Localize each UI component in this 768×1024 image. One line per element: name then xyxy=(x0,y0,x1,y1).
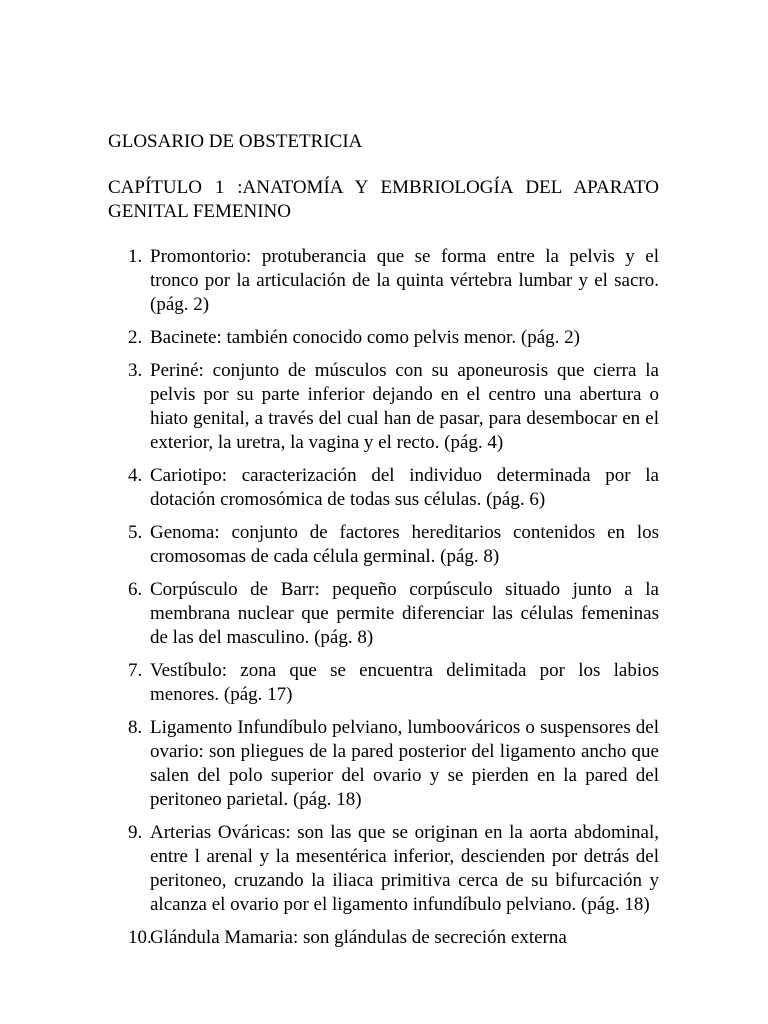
entry-text: Vestíbulo: zona que se encuentra delimitada por los labios menores. (pág. 17) xyxy=(150,660,659,705)
entry-number: 3. xyxy=(128,360,143,381)
entry-number: 1. xyxy=(128,246,143,267)
glossary-entry xyxy=(128,245,659,317)
glossary-entry xyxy=(128,926,659,950)
glossary-entry xyxy=(128,821,659,917)
chapter-title: CAPÍTULO 1 :ANATOMÍA Y EMBRIOLOGÍA DEL APARATO GENITAL FEMENINO xyxy=(108,177,659,222)
entry-number: 4. xyxy=(128,465,143,486)
entry-text: Promontorio: protuberancia que se forma entre la pelvis y el tronco por la articulación de la quinta vértebra lumbar y el sacro. (pág. 2) xyxy=(150,246,659,315)
entry-text: Cariotipo: caracterización del individuo determinada por la dotación cromosómica de todas sus células. (pág. 6) xyxy=(150,465,659,510)
entry-number: 8. xyxy=(128,717,143,738)
glossary-entry xyxy=(128,659,659,707)
glossary-entry xyxy=(128,359,659,455)
entry-text: Glándula Mamaria: son glándulas de secreción externa xyxy=(150,927,567,948)
glossary-entry xyxy=(128,521,659,569)
entry-text: Arterias Ováricas: son las que se originan en la aorta abdominal, entre l arenal y la mesentérica inferior, descienden por detrás del peritoneo, cruzando la iliaca primitiva cerca de su bifurcación y alcanza el ovario por el ligamento infundíbulo pelviano. (pág. 18) xyxy=(150,822,659,915)
glossary-entry xyxy=(128,578,659,650)
glossary-entry xyxy=(128,326,659,350)
glossary-entry xyxy=(128,716,659,812)
entry-number: 10. xyxy=(128,927,152,948)
entry-number: 7. xyxy=(128,660,143,681)
glossary-list xyxy=(128,245,659,959)
entry-text: Ligamento Infundíbulo pelviano, lumboováricos o suspensores del ovario: son pliegues de la pared posterior del ligamento ancho que salen del polo superior del ovario y se pierden en la pared del peritoneo parietal. (pág. 18) xyxy=(150,717,659,810)
entry-number: 9. xyxy=(128,822,143,843)
entry-text: Bacinete: también conocido como pelvis menor. (pág. 2) xyxy=(150,327,581,348)
entry-number: 5. xyxy=(128,522,143,543)
entry-text: Genoma: conjunto de factores hereditarios contenidos en los cromosomas de cada célula germinal. (pág. 8) xyxy=(150,522,659,567)
entry-number: 2. xyxy=(128,327,143,348)
entry-number: 6. xyxy=(128,579,143,600)
entry-text: Periné: conjunto de músculos con su aponeurosis que cierra la pelvis por su parte inferior dejando en el centro una abertura o hiato genital, a través del cual han de pasar, para desembocar en el exterior, la uretra, la vagina y el recto. (pág. 4) xyxy=(150,360,659,453)
glossary-entry xyxy=(128,464,659,512)
entry-text: Corpúsculo de Barr: pequeño corpúsculo situado junto a la membrana nuclear que permite diferenciar las células femeninas de las del masculino. (pág. 8) xyxy=(150,579,659,648)
document-title: GLOSARIO DE OBSTETRICIA xyxy=(108,131,363,152)
